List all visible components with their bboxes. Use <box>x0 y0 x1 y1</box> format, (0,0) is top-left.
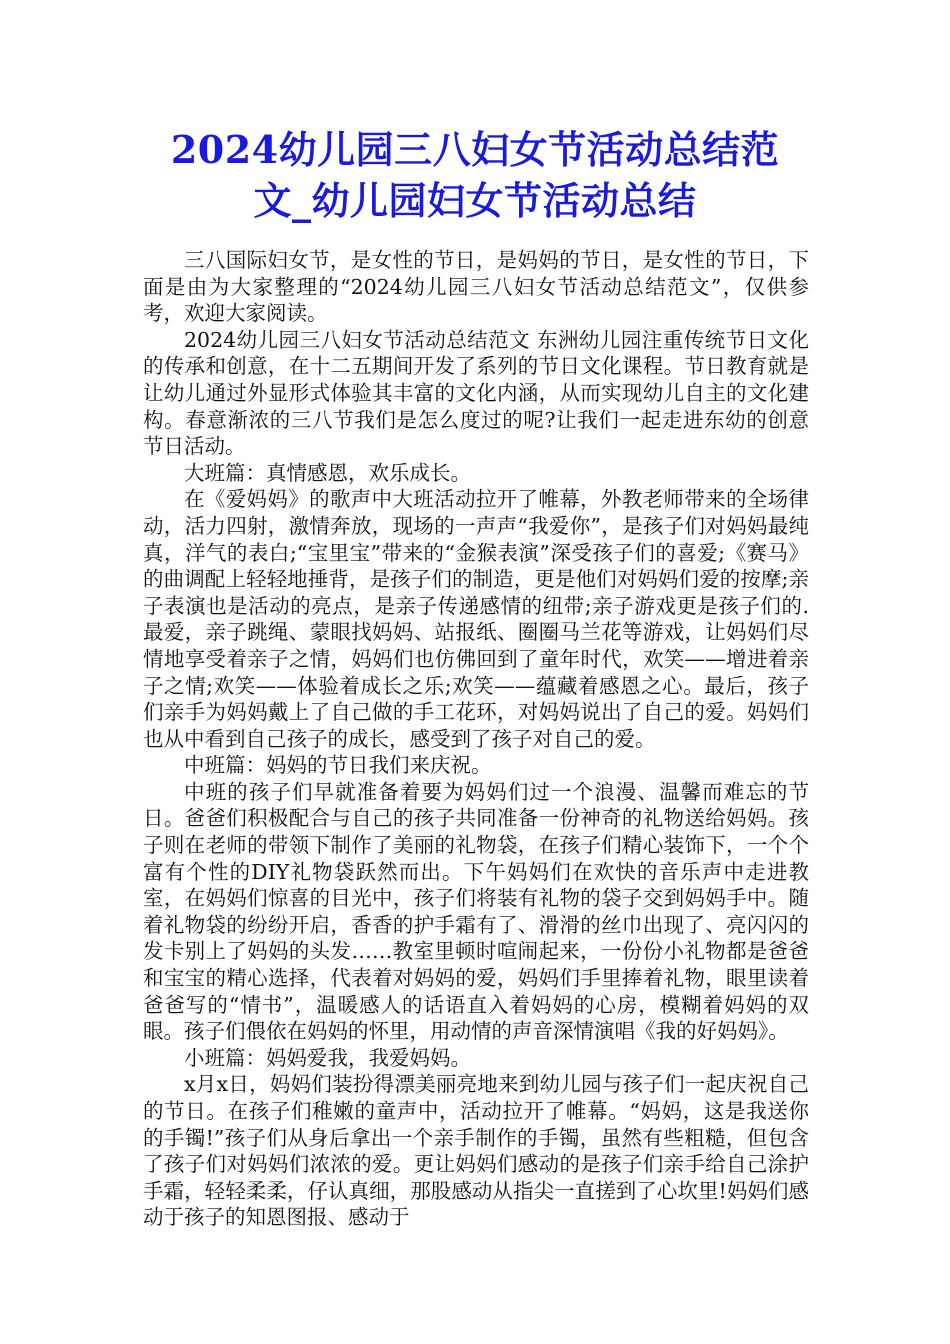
section-heading-small-class: 小班篇：妈妈爱我，我爱妈妈。 <box>184 1045 471 1070</box>
paragraph-overview: 2024幼儿园三八妇女节活动总结范文 东洲幼儿园注重传统节日文化的传承和创意，在十二五期间开发了系列的节日文化课程。节日教育就是让幼儿通过外显形式体验其丰富的文化内涵，从而实现幼儿自主的文化建构。春意渐浓的三八节我们是怎么度过的呢?让我们一起走进东幼的创意节日活动。 <box>143 327 809 459</box>
paragraph-small-class: x月x日，妈妈们装扮得漂美丽亮地来到幼儿园与孩子们一起庆祝自己的节日。在孩子们稚嫩的童声中，活动拉开了帷幕。“妈妈，这是我送你的手镯!”孩子们从身后拿出一个亲手制作的手镯，虽然有些粗糙，但包含了孩子们对妈妈们浓浓的爱。更让妈妈们感动的是孩子们亲手给自己涂护手霜，轻轻柔柔，仔认真细，那股感动从指尖一直搓到了心坎里!妈妈们感动于孩子的知恩图报、感动于 <box>143 1072 809 1230</box>
title-line-1: 2024幼儿园三八妇女节活动总结范 <box>170 127 780 172</box>
paragraph-big-class: 在《爱妈妈》的歌声中大班活动拉开了帷幕，外教老师带来的全场律动，活力四射，激情奔放，现场的一声声“我爱你”，是孩子们对妈妈最纯真，洋气的表白;“宝里宝”带来的“金猴表演”深受孩子们的喜爱;《赛马》的曲调配上轻轻地捶背，是孩子们的制造，更是他们对妈妈们爱的按摩;亲子表演也是活动的亮点，是亲子传递感情的纽带;亲子游戏更是孩子们的.最爱，亲子跳绳、蒙眼找妈妈、站报纸、圈圈马兰花等游戏，让妈妈们尽情地享受着亲子之情，妈妈们也仿佛回到了童年时代，欢笑——增进着亲子之情;欢笑——体验着成长之乐;欢笑——蕴藏着感恩之心。最后，孩子们亲手为妈妈戴上了自己做的手工花环，对妈妈说出了自己的爱。妈妈们也从中看到自己孩子的成长，感受到了孩子对自己的爱。 <box>143 487 809 751</box>
title-line-2: 文_幼儿园妇女节活动总结 <box>253 178 697 223</box>
paragraph-middle-class: 中班的孩子们早就准备着要为妈妈们过一个浪漫、温馨而难忘的节日。爸爸们积极配合与自己的孩子共同准备一份神奇的礼物送给妈妈。孩子则在老师的带领下制作了美丽的礼物袋，在孩子们精心装饰下，一个个富有个性的DIY礼物袋跃然而出。下午妈妈们在欢快的音乐声中走进教室，在妈妈们惊喜的目光中，孩子们将装有礼物的袋子交到妈妈手中。随着礼物袋的纷纷开启，香香的护手霜有了、滑滑的丝巾出现了、亮闪闪的发卡别上了妈妈的头发……教室里顿时喧闹起来，一份份小礼物都是爸爸和宝宝的精心选择，代表着对妈妈的爱，妈妈们手里捧着礼物，眼里读着爸爸写的“情书”，温暖感人的话语直入着妈妈的心房，模糊着妈妈的双眼。孩子们偎依在妈妈的怀里，用动情的声音深情演唱《我的好妈妈》。 <box>143 779 809 1044</box>
document-title <box>120 124 830 226</box>
paragraph-intro: 三八国际妇女节，是女性的节日，是妈妈的节日，是女性的节日，下面是由为大家整理的“2024幼儿园三八妇女节活动总结范文”，仅供参考，欢迎大家阅读。 <box>143 248 809 326</box>
section-heading-middle-class: 中班篇：妈妈的节日我们来庆祝。 <box>184 753 492 778</box>
section-heading-big-class: 大班篇：真情感恩，欢乐成长。 <box>184 460 471 485</box>
document-body <box>143 247 809 1231</box>
